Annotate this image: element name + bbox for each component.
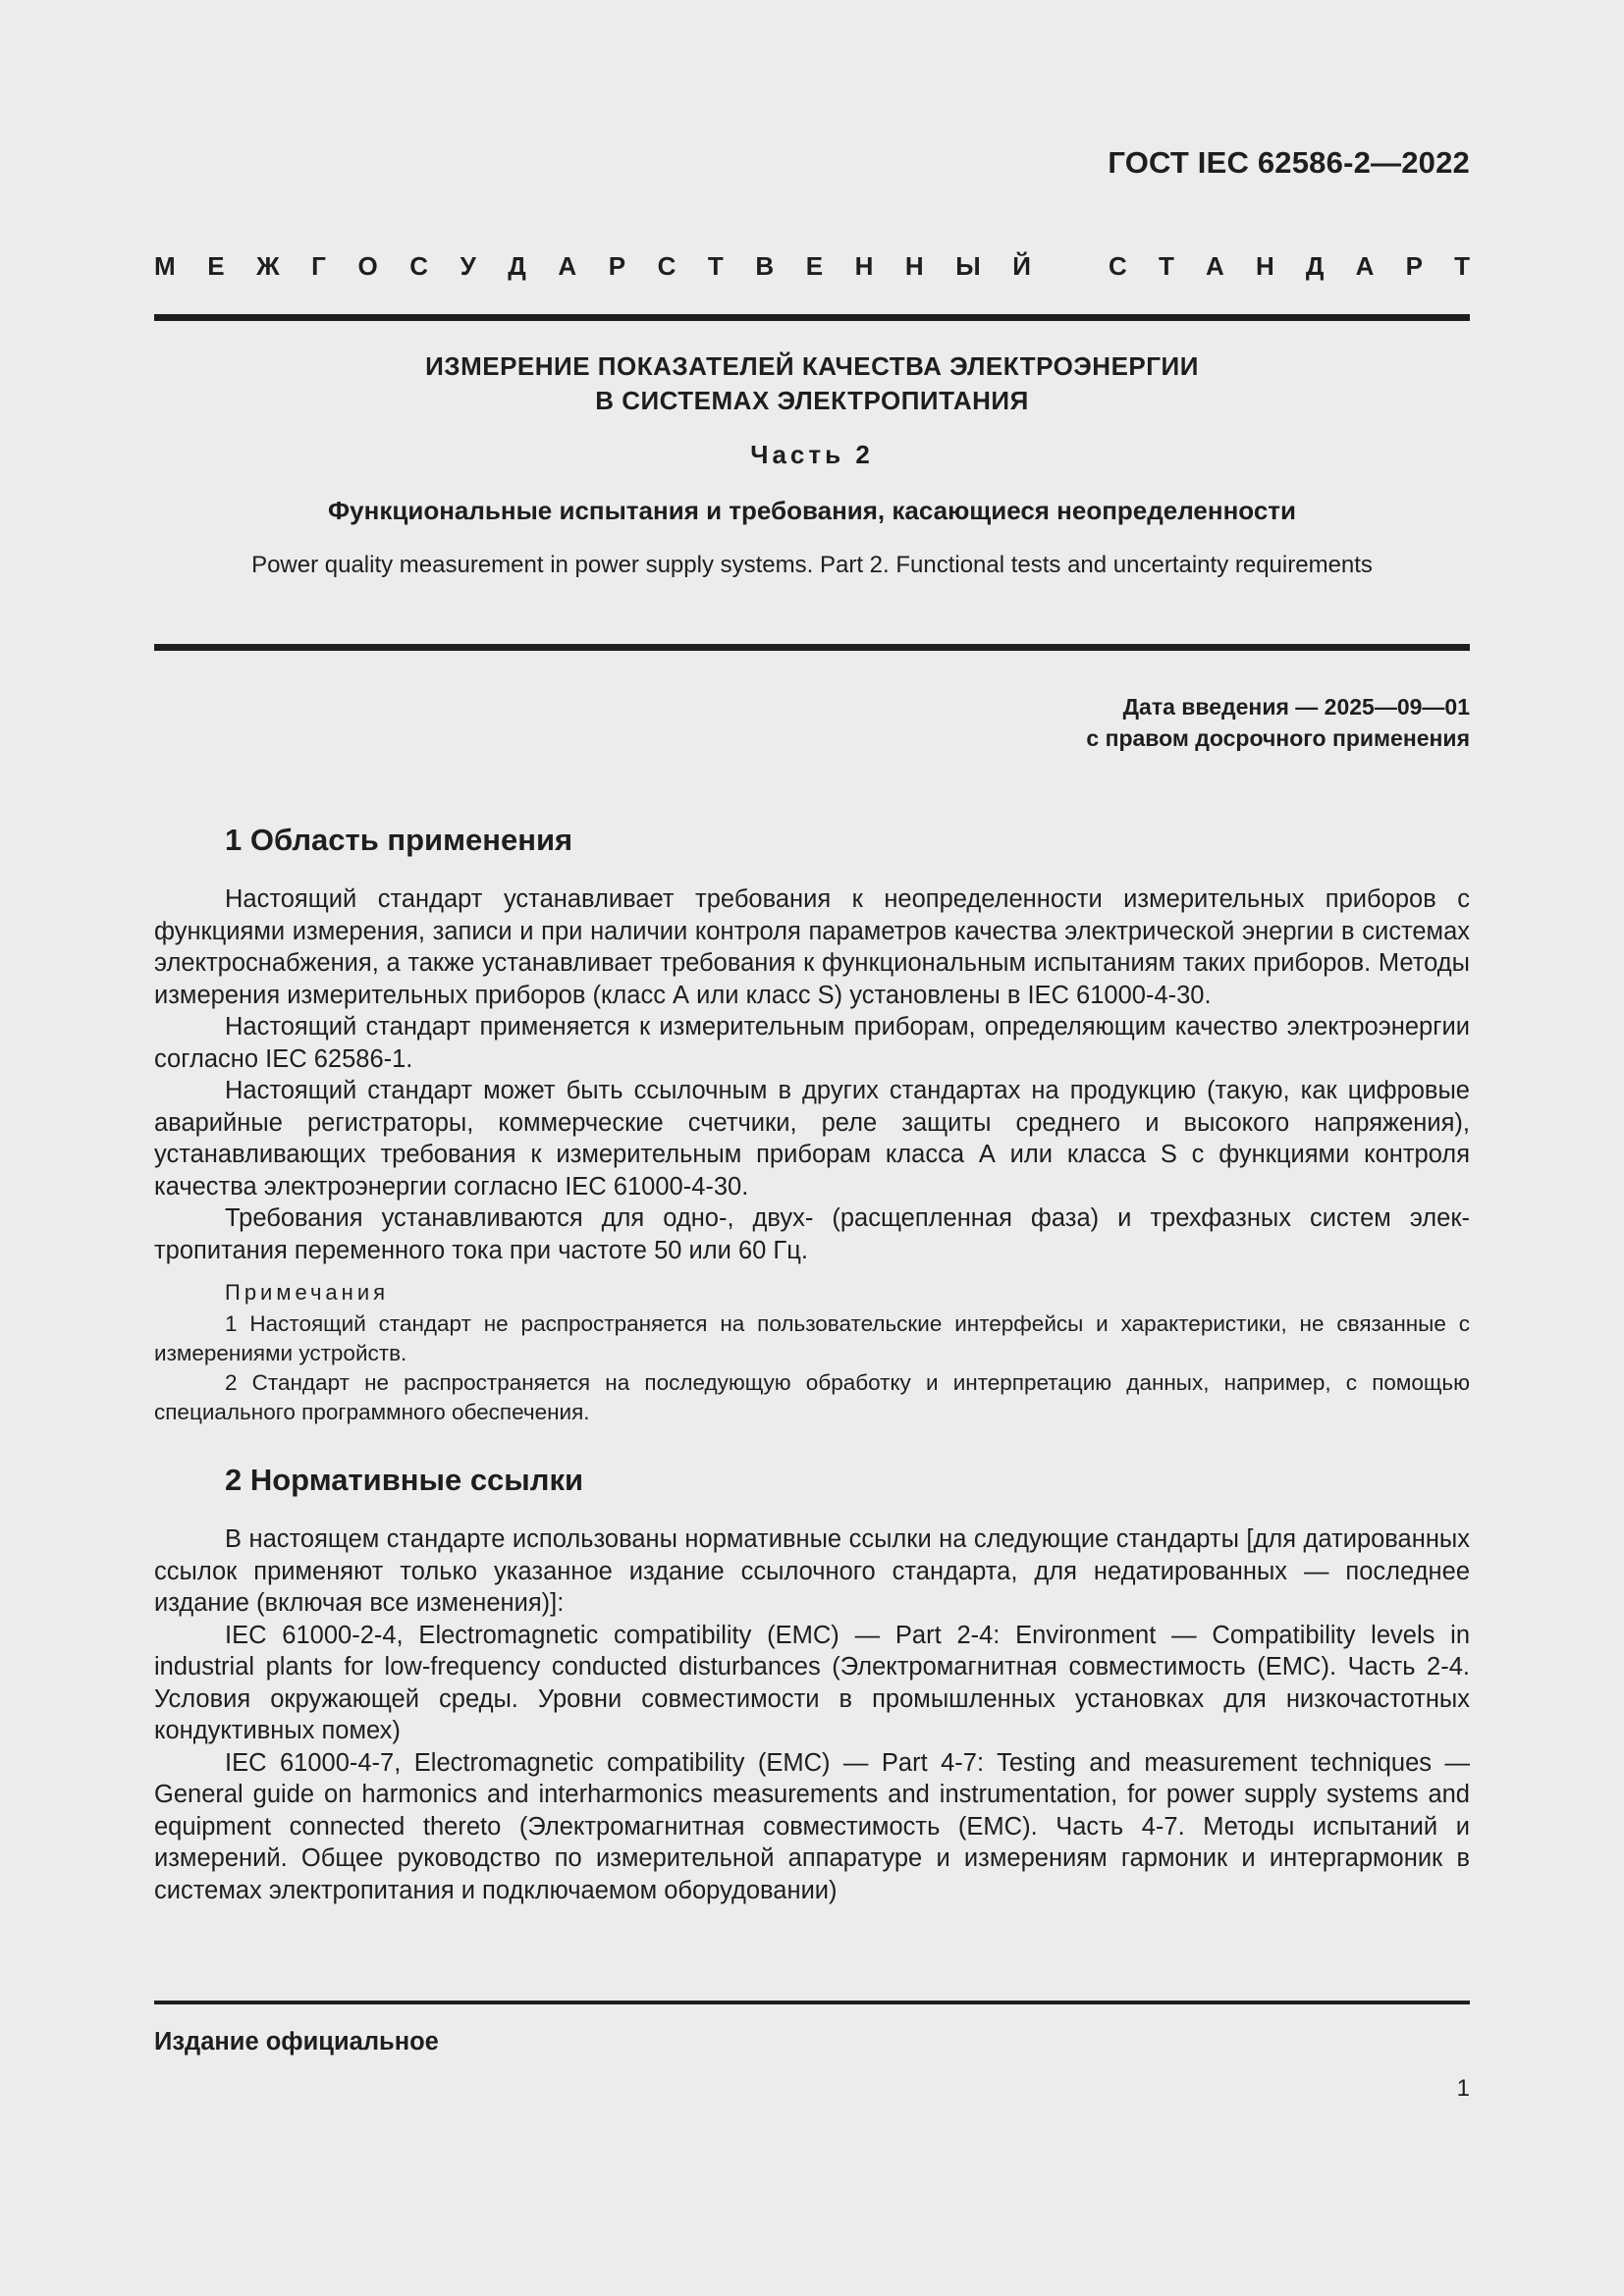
title-block	[154, 349, 1470, 579]
paragraph: В настоящем стандарте использованы нормативные ссылки на следующие стандарты [для датированных ссылок применяют только указанное издание ссылочного стандарта, для недатированных — последнее издание (включая все изменения)]:	[154, 1525, 1470, 1617]
note: 1 Настоящий стандарт не распространяется на пользовательские интерфейсы и характеристики, не связанные с измерениями устройств.	[154, 1311, 1470, 1365]
title-divider	[154, 644, 1470, 651]
notes-label: Примечания	[225, 1280, 390, 1305]
page-number: 1	[1456, 2075, 1470, 2102]
section-2-heading: 2 Нормативные ссылки	[225, 1463, 584, 1497]
part-label: Часть 2	[750, 440, 874, 469]
section-1-heading: 1 Область применения	[225, 823, 573, 857]
paragraph: Настоящий стандарт применяется к измерительным приборам, определяющим качество электроэнергии согласно IEC 62586-1.	[154, 1013, 1470, 1073]
standard-code: ГОСТ IEC 62586-2—2022	[1108, 145, 1470, 180]
english-title: Power quality measurement in power supply systems. Part 2. Functional tests and uncertainty requirements	[251, 552, 1373, 578]
paragraph: Требования устанавливаются для одно-, двух- (расщепленная фаза) и трехфазных систем электропитания переменного тока при частоте 50 или 60 Гц.	[154, 1204, 1470, 1264]
paragraph: Настоящий стандарт может быть ссылочным в других стандартах на продукцию (такую, как цифровые аварийные регистраторы, коммерческие счетчики, реле защиты среднего и высокого напряжения), устанавливающих требования к измерительным приборам класса А или класса S с функциями контроля качества электроэнергии согласно IEC 61000-4-30.	[154, 1077, 1470, 1201]
paragraph: Настоящий стандарт устанавливает требования к неопределенности измерительных приборов с функциями измерения, записи и при наличии контроля параметров качества электрической энергии в системах электроснабжения, а также устанавливает требования к функциональным испытаниям таких приборов. Методы измерения измерительных приборов (класс А или класс S) установлены в IEC 61000-4-30.	[154, 885, 1470, 1009]
official-edition-label: Издание официальное	[154, 2028, 439, 2056]
reference-item: IEC 61000-2-4, Electromagnetic compatibility (EMC) — Part 2-4: Environment — Compatibility levels in industrial plants for low-frequency conducted disturbances (Электромагнитная совместимость (EMC). Часть 2-4. Условия окружающей среды. Уровни совместимости в промышленных установках для низкочастотных кондуктивных помех)	[154, 1621, 1470, 1744]
top-divider	[154, 314, 1470, 321]
interstate-word: М Е Ж Г О С У Д А Р С Т В Е Н Н Ы Й	[154, 251, 1031, 281]
note: 2 Стандарт не распространяется на последующую обработку и интерпретацию данных, например, с помощью специального программного обеспечения.	[154, 1370, 1470, 1424]
introduction-date: Дата введения — 2025—09—01 с правом досрочного применения	[1086, 694, 1470, 751]
interstate-standard-banner	[154, 251, 1470, 282]
document-body	[154, 821, 1470, 1906]
footer-divider	[154, 2001, 1470, 2004]
standard-word: С Т А Н Д А Р Т	[1109, 251, 1470, 281]
document-subtitle: Функциональные испытания и требования, касающиеся неопределенности	[327, 496, 1296, 525]
reference-item: IEC 61000-4-7, Electromagnetic compatibility (EMC) — Part 4-7: Testing and measurement techniques — General guide on harmonics and interharmonics measurements and instrumentation, for power supply systems and equipment connected thereto (Электромагнитная совместимость (EMC). Часть 4-7. Методы испытаний и измерений. Общее руководство по измерительной аппаратуре и измерениям гармоник и интергармоник в системах электропитания и подключаемом оборудовании)	[154, 1748, 1470, 1904]
document-title: ИЗМЕРЕНИЕ ПОКАЗАТЕЛЕЙ КАЧЕСТВА ЭЛЕКТРОЭНЕРГИИ В СИСТЕМАХ ЭЛЕКТРОПИТАНИЯ	[425, 351, 1199, 415]
